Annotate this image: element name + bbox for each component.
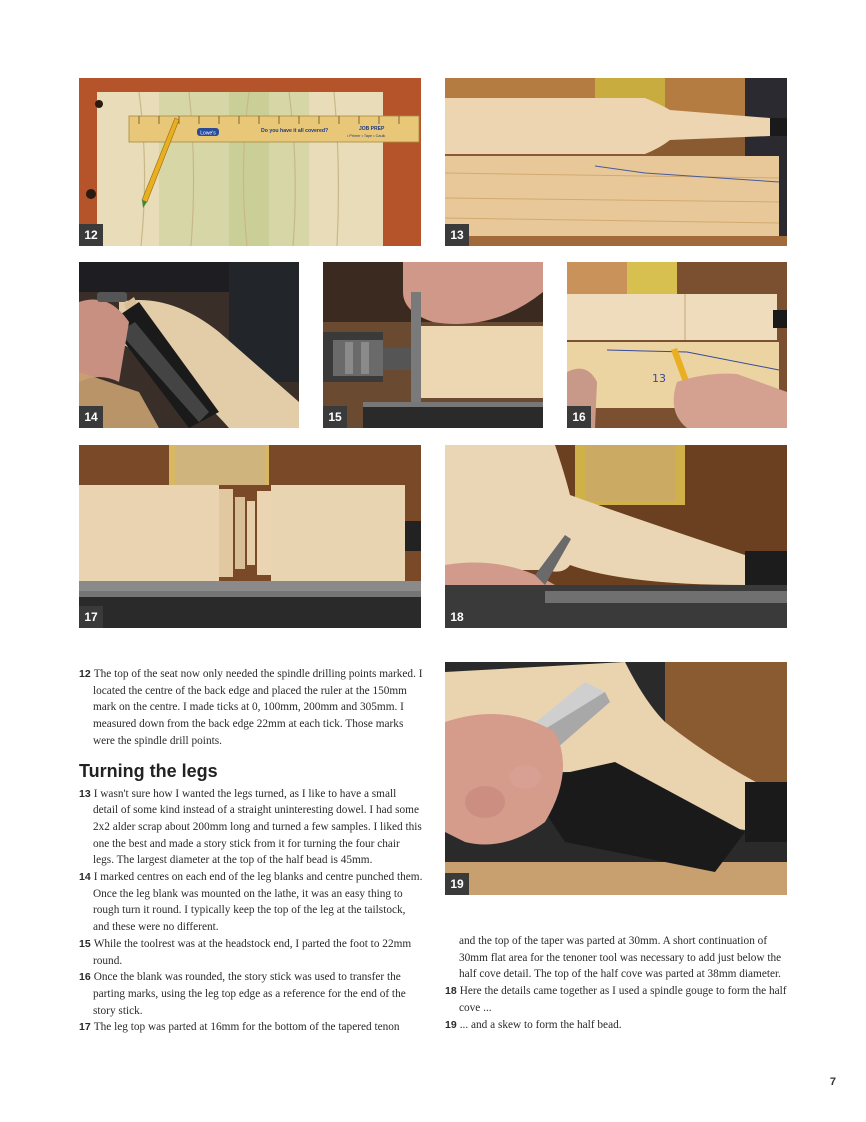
step-number: 15	[79, 937, 91, 950]
ruler-slogan: Do you have it all covered?	[261, 128, 329, 134]
step-text: While the toolrest was at the headstock end, I parted the foot to 22mm round.	[93, 937, 412, 967]
step-number: 17	[79, 1021, 91, 1034]
photo-19-skew-half-bead	[445, 662, 787, 895]
ruler-subtext: • Primer • Tape • Caulk	[347, 134, 386, 138]
step-number: 13	[79, 787, 91, 800]
photo-number-badge: 18	[445, 606, 469, 628]
photo-number-badge: 19	[445, 873, 469, 895]
step-text: Once the blank was rounded, the story stick was used to transfer the parting marks, using the leg top edge as a reference for the end of the story stick.	[93, 971, 406, 1017]
photo-18-half-cove	[445, 445, 787, 628]
step-text: I wasn't sure how I wanted the legs turned, as I like to have a small detail of some kind instead of a straight uninteresting dowel. I had some 2x2 alder scrap about 200mm long and turned a few samples. I liked this one the best and made a story stick from it for turning the four chair legs. The largest diameter at the top of the half bead is 45mm.	[93, 787, 422, 867]
photo-15-parting-foot	[323, 262, 543, 428]
step-19-paragraph	[445, 1017, 789, 1034]
step-number: 16	[79, 971, 91, 984]
ruler-brand: Lowe's	[200, 130, 216, 137]
step-text: I marked centres on each end of the leg blanks and centre punched them. Once the leg blank was mounted on the lathe, it was an easy thing to rough turn it round. I typically keep the top of the leg at the tailstock, and these were no different.	[93, 871, 423, 934]
step-number: 12	[79, 668, 91, 680]
ruler-jobprep: JOB PREP	[359, 126, 385, 132]
photo-14-rough-turning	[79, 262, 299, 428]
section-heading: Turning the legs	[79, 760, 218, 781]
step-number: 18	[445, 985, 457, 998]
step-number: 14	[79, 871, 91, 884]
step-text: The top of the seat now only needed the spindle drilling points marked. I located the centre of the back edge and placed the ruler at the 150mm mark on the centre. I made ticks at 0, 100mm, 200mm and 305mm. I measured down from the back edge 22mm at each tick. Those marks were the spindle drill points.	[93, 668, 423, 747]
photo-17-parted-leg-top	[79, 445, 421, 628]
step-16-paragraph	[79, 969, 423, 1019]
photo-number-badge: 17	[79, 606, 103, 628]
photo-number-badge: 16	[567, 406, 591, 428]
step-13-paragraph	[79, 786, 423, 870]
photo-13-spindle-story-stick	[445, 78, 787, 246]
step-18-paragraph	[445, 983, 789, 1016]
step-17-paragraph	[79, 1019, 423, 1036]
photo-number-badge: 12	[79, 224, 103, 246]
photo-number-badge: 13	[445, 224, 469, 246]
right-text-column	[445, 933, 789, 1033]
step-12-paragraph	[79, 666, 423, 750]
step-15-paragraph	[79, 936, 423, 969]
pencil-mark: 13	[652, 372, 666, 385]
photo-16-story-stick-marking	[567, 262, 787, 428]
step-text: ... and a skew to form the half bead.	[459, 1018, 622, 1031]
step-text: Here the details came together as I used a spindle gouge to form the half cove ...	[459, 985, 787, 1014]
step-14-paragraph	[79, 869, 423, 936]
photo-number-badge: 15	[323, 406, 347, 428]
photo-number-badge: 14	[79, 406, 103, 428]
page-number: 7	[829, 1076, 836, 1088]
step-number: 19	[445, 1018, 457, 1031]
step-text: The leg top was parted at 16mm for the bottom of the tapered tenon	[93, 1021, 400, 1034]
left-text-column	[79, 666, 423, 1036]
photo-12-seat-ruler	[79, 78, 421, 246]
step-17-continuation: and the top of the taper was parted at 30mm. A short continuation of 30mm flat area for the tenoner tool was necessary to add just below the half cove detail. The top of the half cove was parted at 38mm diameter.	[459, 935, 782, 981]
